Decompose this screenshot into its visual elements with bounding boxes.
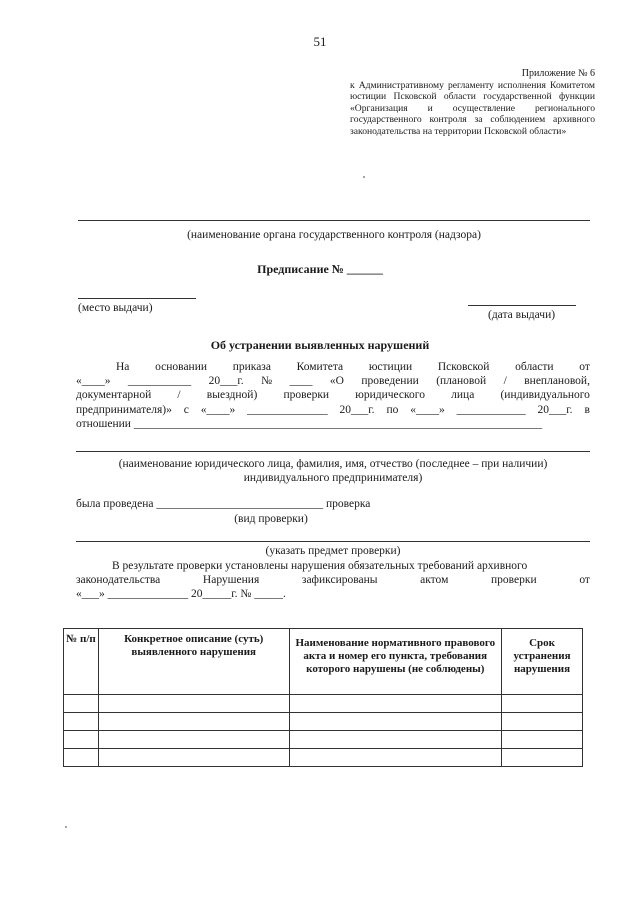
word: (индивидуального bbox=[500, 389, 590, 402]
org-name-line bbox=[78, 220, 590, 221]
header-deadline: Срок устранения нарушения bbox=[502, 629, 583, 695]
word: документарной bbox=[76, 389, 152, 402]
entity-name-line bbox=[76, 451, 590, 452]
table-row bbox=[64, 749, 583, 767]
word: 20___г. bbox=[339, 403, 375, 416]
word: «____» bbox=[200, 403, 236, 416]
word: по bbox=[386, 403, 399, 416]
word: Комитета bbox=[296, 361, 344, 373]
appendix-title: Приложение № 6 bbox=[521, 68, 595, 79]
table-cell bbox=[289, 713, 502, 731]
result-line-1: В результате проверки установлены нарушения обязательных требований архивного bbox=[112, 560, 528, 572]
date-caption: (дата выдачи) bbox=[488, 309, 556, 321]
table-header-row bbox=[64, 629, 583, 695]
scan-speck bbox=[65, 826, 67, 828]
table-row bbox=[64, 695, 583, 713]
word: На bbox=[116, 361, 130, 373]
page-number: 51 bbox=[313, 34, 327, 49]
subject-caption: (указать предмет проверки) bbox=[265, 545, 401, 557]
table-cell bbox=[98, 713, 289, 731]
word: внеплановой, bbox=[524, 375, 590, 388]
place-line bbox=[78, 298, 196, 299]
word: / bbox=[503, 375, 507, 388]
table-cell bbox=[289, 731, 502, 749]
header-legal-act: Наименование нормативного правового акта и номер его пункта, требования которого нарушены (не соблюдены) bbox=[289, 629, 502, 695]
scan-speck bbox=[363, 176, 365, 178]
word: выездной) bbox=[206, 389, 258, 402]
entity-caption-2: индивидуального предпринимателя) bbox=[243, 472, 423, 484]
header-description: Конкретное описание (суть) выявленного нарушения bbox=[98, 629, 289, 695]
appendix-description: к Административному регламенту исполнения Комитетом юстиции Псковской области государственной функции «Организация и осуществление регионального государственного контроля за соблюдением архивного законодательства на территории Псковской области» bbox=[350, 80, 595, 137]
basis-line-5 bbox=[76, 417, 590, 431]
table-cell bbox=[64, 713, 99, 731]
table-cell bbox=[289, 749, 502, 767]
word: / bbox=[177, 389, 181, 402]
word: юридического bbox=[355, 389, 425, 402]
table-row bbox=[64, 731, 583, 749]
word: № bbox=[261, 375, 273, 388]
word: проверки bbox=[283, 389, 330, 402]
word: от bbox=[579, 361, 590, 373]
table-row bbox=[64, 713, 583, 731]
table-cell bbox=[502, 749, 583, 767]
table-cell bbox=[98, 731, 289, 749]
header-number: № п/п bbox=[64, 629, 99, 695]
org-caption: (наименование органа государственного контроля (надзора) bbox=[187, 229, 481, 241]
table-cell bbox=[502, 695, 583, 713]
basis-line-2 bbox=[76, 374, 590, 388]
subtitle: Об устранении выявленных нарушений bbox=[210, 338, 430, 352]
word: проведении bbox=[361, 375, 419, 388]
word: ____ bbox=[289, 375, 313, 388]
word: с bbox=[183, 403, 189, 416]
word: (плановой bbox=[436, 375, 487, 388]
table-cell bbox=[64, 695, 99, 713]
basis-line-4 bbox=[76, 403, 590, 417]
word: ______________ bbox=[247, 403, 328, 416]
word: ____________ bbox=[456, 403, 526, 416]
order-title: Предписание № ______ bbox=[257, 262, 383, 276]
table-cell bbox=[502, 713, 583, 731]
word: ___________ bbox=[127, 375, 192, 388]
word: Псковской bbox=[437, 361, 490, 373]
check-line: была проведена _____________________________ проверка bbox=[76, 498, 371, 510]
result-line-2 bbox=[76, 573, 590, 587]
table-cell bbox=[64, 731, 99, 749]
result-paragraph bbox=[76, 559, 590, 602]
word: от bbox=[579, 574, 590, 587]
word: юстиции bbox=[368, 361, 413, 373]
word: приказа bbox=[232, 361, 271, 373]
word: проверки bbox=[491, 574, 537, 587]
in-relation-text: отношении _______________________________________________________________________ bbox=[76, 417, 543, 430]
violations-table bbox=[63, 628, 583, 767]
word: «____» bbox=[410, 403, 445, 416]
word: зафиксированы bbox=[301, 574, 378, 587]
word: предпринимателя)» bbox=[76, 403, 172, 416]
word: законодательства bbox=[76, 574, 161, 587]
basis-paragraph bbox=[76, 360, 590, 431]
table-cell bbox=[98, 695, 289, 713]
word: «О bbox=[329, 375, 344, 388]
word: 20___г. bbox=[208, 375, 244, 388]
word: области bbox=[515, 361, 554, 373]
word: основании bbox=[155, 361, 208, 373]
subject-line bbox=[76, 541, 590, 542]
entity-caption-1: (наименование юридического лица, фамилия, имя, отчество (последнее – при наличии) bbox=[118, 458, 548, 470]
table-cell bbox=[502, 731, 583, 749]
table-cell bbox=[289, 695, 502, 713]
basis-line-3 bbox=[76, 388, 590, 402]
word: «____» bbox=[76, 375, 111, 388]
word: в bbox=[584, 403, 590, 416]
word: Нарушения bbox=[202, 574, 260, 587]
place-caption: (место выдачи) bbox=[78, 302, 153, 314]
word: лица bbox=[451, 389, 475, 402]
table-cell bbox=[98, 749, 289, 767]
result-line-3: «___» ______________ 20_____г. № _____. bbox=[76, 588, 286, 601]
word: 20___г. bbox=[537, 403, 573, 416]
check-caption: (вид проверки) bbox=[234, 513, 308, 525]
word: актом bbox=[420, 574, 449, 587]
basis-line-1 bbox=[76, 360, 590, 374]
date-line bbox=[468, 305, 576, 306]
table-cell bbox=[64, 749, 99, 767]
